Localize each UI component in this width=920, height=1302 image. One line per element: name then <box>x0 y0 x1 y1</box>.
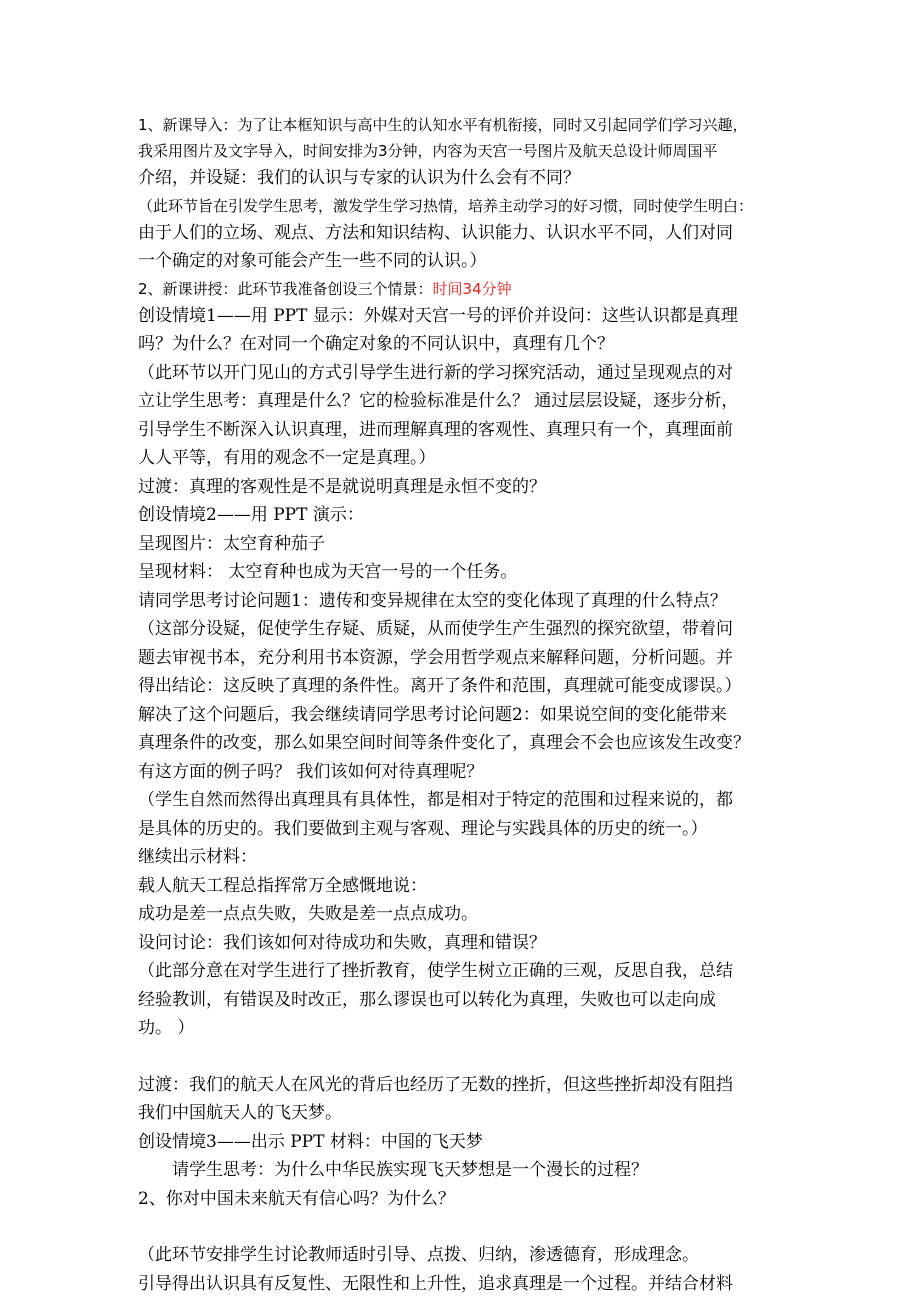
paragraph-gap <box>138 1213 788 1241</box>
text-line: 载人航天工程总指挥常万全感慨地说： <box>138 875 427 896</box>
text-line: 一个确定的对象可能会产生一些不同的认识。） <box>138 251 487 271</box>
text-line: 呈现材料： 太空育种也成为天宫一号的一个任务。 <box>138 562 518 582</box>
text-line: （这部分设疑，促使学生存疑、质疑，从而使学生产生强烈的探究欲望，带着问 <box>138 619 733 639</box>
text-line: 设问讨论：我们该如何对待成功和失败，真理和错误？ <box>138 932 546 953</box>
text-line: 引导学生不断深入认识真理，进而理解真理的客观性、真理只有一个，真理面前 <box>138 419 733 440</box>
text-line: 解决了这个问题后，我会继续请同学思考讨论问题2：如果说空间的变化能带来 <box>138 704 727 725</box>
text-line: 有这方面的例子吗？ 我们该如何对待真理呢？ <box>138 761 484 782</box>
text-line: （此环节旨在引发学生思考，激发学生学习热情，培养主动学习的好习惯，同时使学生明白： <box>138 196 754 215</box>
text-line: （学生自然而然得出真理具有具体性，都是相对于特定的范围和过程来说的，都 <box>138 790 733 810</box>
text-line: （此环节安排学生讨论教师适时引导、点拨、归纳，渗透德育，形成理念。 <box>138 1245 699 1265</box>
text-line-with-highlight <box>138 276 788 302</box>
text-line: 成功是差一点点失败，失败是差一点点成功。 <box>138 904 478 924</box>
text-line: 我采用图片及文字导入，时间安排为3分钟，内容为天宫一号图片及航天总设计师周国平 <box>138 142 718 160</box>
text-line: 创设情境2——用 PPT 演示： <box>138 505 364 525</box>
text-line: 请同学思考讨论问题1：遗传和变异规律在太空的变化体现了真理的什么特点？ <box>138 590 727 611</box>
text-line: 立让学生思考：真理是什么？它的检验标准是什么？ 通过层层设疑，逐步分析， <box>138 391 739 411</box>
text-line: 创设情境3——出示 PPT 材料：中国的飞天梦 <box>138 1131 483 1152</box>
time-highlight: 时间34分钟 <box>432 279 512 298</box>
text-line: 我们中国航天人的飞天梦。 <box>138 1103 342 1123</box>
text-line: 由于人们的立场、观点、方法和知识结构、认识能力、认识水平不同，人们对同 <box>138 222 733 243</box>
text-line: 得出结论：这反映了真理的条件性。离开了条件和范围，真理就可能变成谬误。） <box>138 676 742 696</box>
text-line: 1、新课导入：为了让本框知识与高中生的认知水平有机衔接，同时又引起同学们学习兴趣， <box>138 116 748 134</box>
text-line: 继续出示材料： <box>138 847 257 867</box>
text-line: 2、你对中国未来航天有信心吗？为什么？ <box>138 1188 455 1209</box>
text-line: 呈现图片：太空育种茄子 <box>138 533 325 554</box>
text-line: 引导得出认识具有反复性、无限性和上升性，追求真理是一个过程。并结合材料 <box>138 1273 733 1294</box>
document-body <box>138 112 788 1298</box>
text-line-indented: 请学生思考：为什么中华民族实现飞天梦想是一个漫长的过程？ <box>172 1160 648 1180</box>
text-line: 经验教训，有错误及时改正，那么谬误也可以转化为真理，失败也可以走向成 <box>138 989 716 1010</box>
text-line: 题去审视书本，充分利用书本资源，学会用哲学观点来解释问题，分析问题。并 <box>138 647 733 668</box>
text-segment: 2、新课讲授：此环节我准备创设三个情景： <box>138 279 433 298</box>
text-line: 功。 ） <box>138 1018 195 1038</box>
text-line: （此环节以开门见山的方式引导学生进行新的学习探究活动，通过呈现观点的对 <box>138 362 733 383</box>
paragraph-gap <box>138 1043 788 1071</box>
text-line: 过渡：我们的航天人在风光的背后也经历了无数的挫折，但这些挫折却没有阻挡 <box>138 1074 733 1095</box>
text-line: 过渡：真理的客观性是不是就说明真理是永恒不变的？ <box>138 476 546 497</box>
text-line: 创设情境1——用 PPT 显示：外媒对天宫一号的评价并设问：这些认识都是真理 <box>138 305 738 326</box>
text-line: 介绍，并设疑：我们的认识与专家的认识为什么会有不同？ <box>138 168 580 188</box>
text-line: 吗？为什么？在对同一个确定对象的不同认识中，真理有几个？ <box>138 334 614 354</box>
text-line: 真理条件的改变，那么如果空间时间等条件变化了，真理会不会也应该发生改变？ <box>138 733 750 753</box>
text-line: （此部分意在对学生进行了挫折教育，使学生树立正确的三观，反思自我，总结 <box>138 961 733 981</box>
text-line: 人人平等，有用的观念不一定是真理。） <box>138 448 436 468</box>
text-line: 是具体的历史的。我们要做到主观与客观、理论与实践具体的历史的统一。） <box>138 818 708 839</box>
